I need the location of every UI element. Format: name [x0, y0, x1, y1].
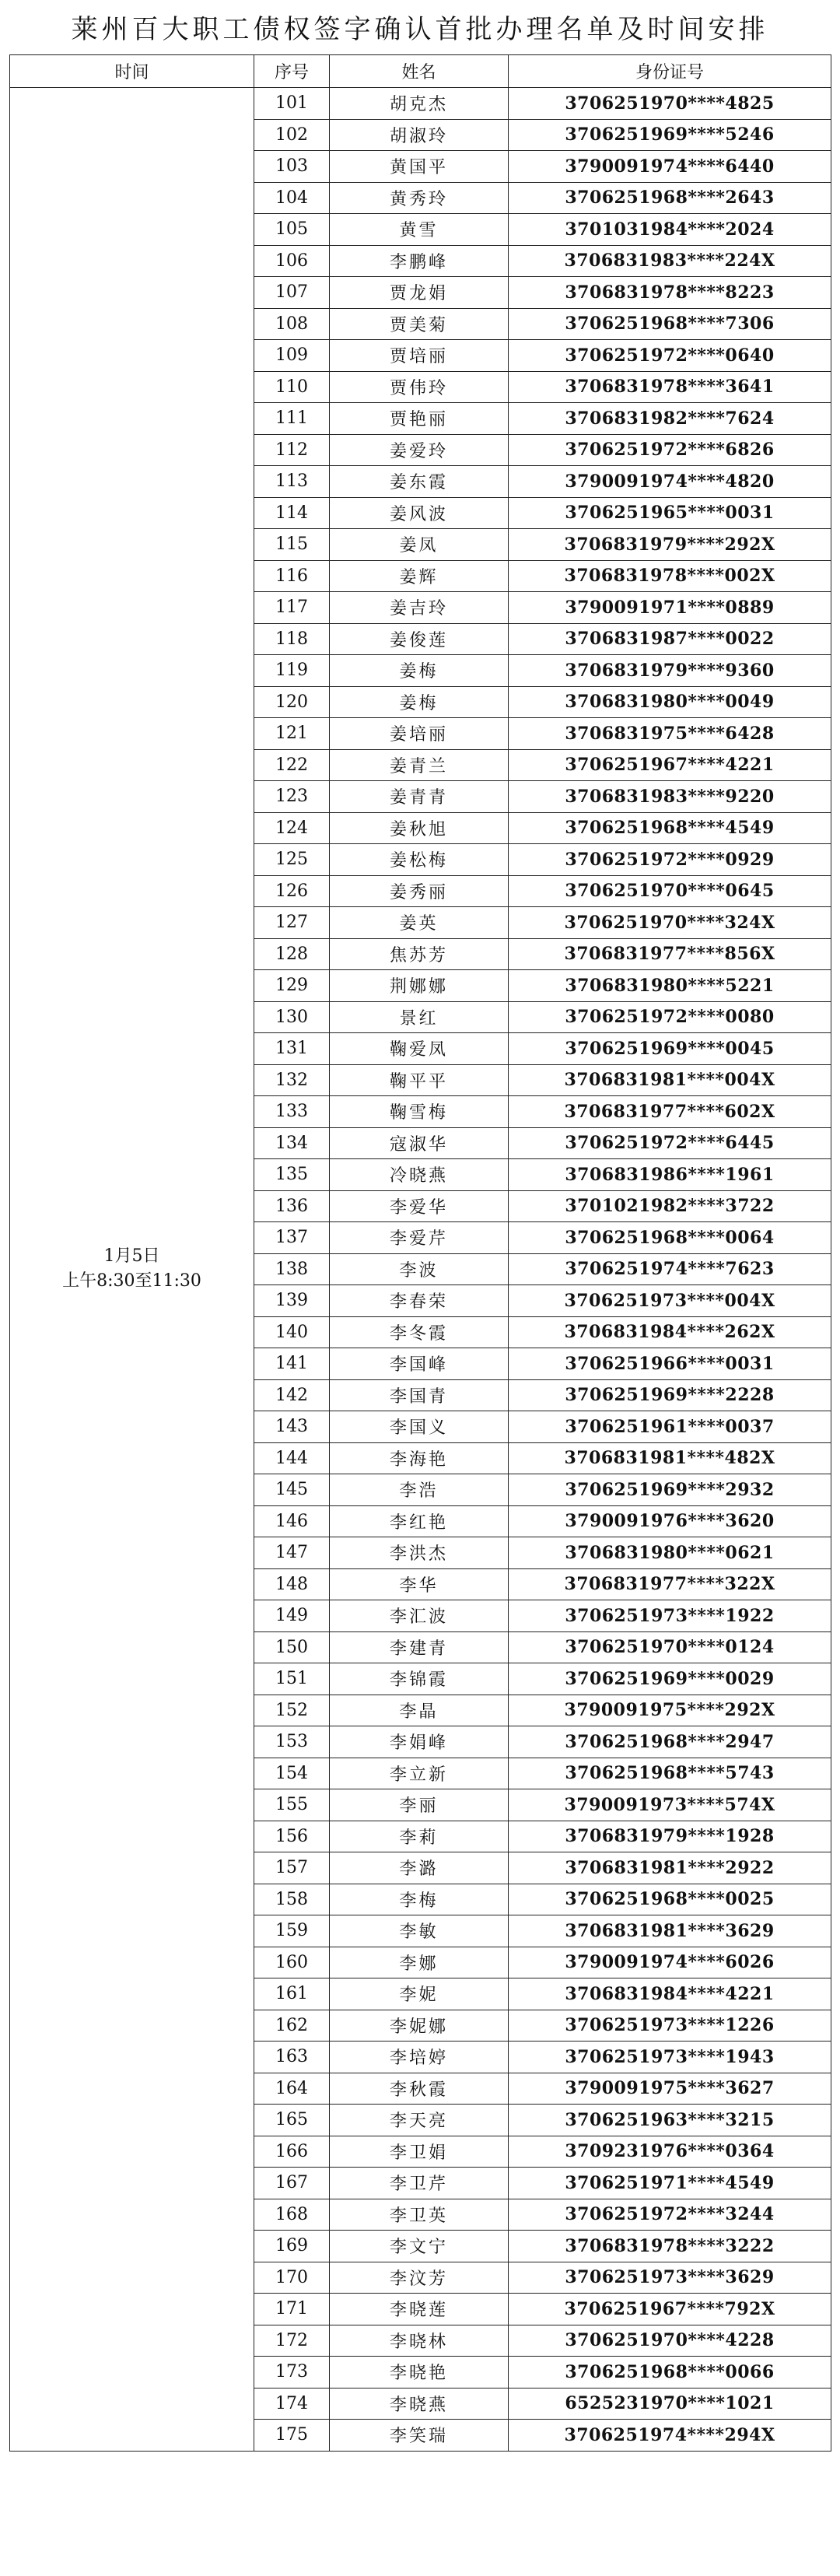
row-name: 李妮 [330, 1978, 509, 2010]
row-seq: 166 [254, 2136, 330, 2168]
row-id-number: 3706251973****1922 [509, 1600, 831, 1632]
row-name: 李汇波 [330, 1600, 509, 1632]
row-id-number: 3790091974****6026 [509, 1947, 831, 1978]
row-name: 黄秀玲 [330, 182, 509, 214]
row-id-number: 3706831979****1928 [509, 1821, 831, 1852]
row-seq: 168 [254, 2199, 330, 2231]
row-name: 李笑瑞 [330, 2420, 509, 2452]
time-slot-cell [10, 88, 254, 2452]
row-seq: 151 [254, 1663, 330, 1695]
row-name: 李锦霞 [330, 1663, 509, 1695]
row-seq: 130 [254, 1001, 330, 1033]
row-name: 黄雪 [330, 214, 509, 246]
row-seq: 173 [254, 2357, 330, 2388]
row-seq: 139 [254, 1285, 330, 1317]
row-seq: 160 [254, 1947, 330, 1978]
row-seq: 134 [254, 1127, 330, 1159]
row-seq: 143 [254, 1411, 330, 1443]
row-id-number: 3706831978****002X [509, 560, 831, 592]
row-id-number: 3706251968****0025 [509, 1884, 831, 1915]
row-id-number: 3706251968****0064 [509, 1222, 831, 1254]
row-seq: 161 [254, 1978, 330, 2010]
document-title: 莱州百大职工债权签字确认首批办理名单及时间安排 [71, 13, 769, 45]
row-id-number: 3706831982****7624 [509, 403, 831, 435]
row-seq: 170 [254, 2262, 330, 2294]
row-id-number: 6525231970****1021 [509, 2388, 831, 2420]
row-name: 李爱芹 [330, 1222, 509, 1254]
row-id-number: 3706251970****0645 [509, 875, 831, 907]
time-slot-date: 1月5日 [103, 1246, 160, 1267]
row-name: 李娜 [330, 1947, 509, 1978]
row-name: 姜爱玲 [330, 434, 509, 466]
row-name: 李春荣 [330, 1285, 509, 1317]
row-id-number: 3706251968****4549 [509, 812, 831, 844]
row-name: 李娟峰 [330, 1726, 509, 1758]
row-name: 李红艳 [330, 1505, 509, 1537]
row-id-number: 3706831979****292X [509, 529, 831, 561]
row-seq: 174 [254, 2388, 330, 2420]
row-name: 姜东霞 [330, 466, 509, 498]
row-name: 李洪杰 [330, 1537, 509, 1569]
row-seq: 172 [254, 2325, 330, 2357]
row-name: 姜凤 [330, 529, 509, 561]
row-seq: 113 [254, 466, 330, 498]
row-seq: 101 [254, 88, 330, 120]
header-id-number: 身份证号 [509, 55, 831, 88]
row-seq: 157 [254, 1852, 330, 1884]
row-seq: 155 [254, 1789, 330, 1821]
row-seq: 146 [254, 1505, 330, 1537]
row-name: 李国义 [330, 1411, 509, 1443]
row-seq: 108 [254, 308, 330, 340]
row-name: 李国峰 [330, 1348, 509, 1380]
row-name: 李国青 [330, 1379, 509, 1411]
row-name: 李浩 [330, 1474, 509, 1506]
row-id-number: 3709231976****0364 [509, 2136, 831, 2168]
row-name: 姜风波 [330, 497, 509, 529]
row-seq: 133 [254, 1096, 330, 1128]
row-id-number: 3706251970****324X [509, 907, 831, 939]
row-id-number: 3706251970****4825 [509, 88, 831, 120]
row-id-number: 3706831977****856X [509, 938, 831, 970]
table-body [10, 88, 831, 2452]
row-id-number: 3706251974****7623 [509, 1253, 831, 1285]
row-seq: 140 [254, 1316, 330, 1348]
row-seq: 164 [254, 2073, 330, 2105]
row-name: 李卫芹 [330, 2168, 509, 2199]
row-id-number: 3706831979****9360 [509, 655, 831, 687]
row-name: 李汶芳 [330, 2262, 509, 2294]
row-name: 焦苏芳 [330, 938, 509, 970]
row-id-number: 3706831981****2922 [509, 1852, 831, 1884]
row-name: 李敏 [330, 1915, 509, 1947]
row-name: 李冬霞 [330, 1316, 509, 1348]
row-seq: 137 [254, 1222, 330, 1254]
row-name: 姜青兰 [330, 749, 509, 781]
row-seq: 149 [254, 1600, 330, 1632]
row-id-number: 3706251973****004X [509, 1285, 831, 1317]
row-seq: 126 [254, 875, 330, 907]
row-id-number: 3706831977****322X [509, 1568, 831, 1600]
row-seq: 111 [254, 403, 330, 435]
row-id-number: 3790091973****574X [509, 1789, 831, 1821]
row-id-number: 3706831983****224X [509, 245, 831, 277]
row-id-number: 3790091975****292X [509, 1695, 831, 1726]
row-name: 李天亮 [330, 2105, 509, 2136]
row-seq: 159 [254, 1915, 330, 1947]
row-seq: 150 [254, 1631, 330, 1663]
row-name: 鞠爱凤 [330, 1033, 509, 1065]
row-name: 胡淑玲 [330, 119, 509, 151]
row-seq: 171 [254, 2294, 330, 2325]
row-id-number: 3706251970****0124 [509, 1631, 831, 1663]
row-id-number: 3790091976****3620 [509, 1505, 831, 1537]
row-seq: 145 [254, 1474, 330, 1506]
row-seq: 104 [254, 182, 330, 214]
row-name: 李爱华 [330, 1190, 509, 1222]
row-seq: 116 [254, 560, 330, 592]
row-name: 李梅 [330, 1884, 509, 1915]
row-seq: 131 [254, 1033, 330, 1065]
row-name: 姜梅 [330, 655, 509, 687]
row-name: 鞠雪梅 [330, 1096, 509, 1128]
row-name: 李立新 [330, 1758, 509, 1789]
row-id-number: 3701031984****2024 [509, 214, 831, 246]
row-id-number: 3706251974****294X [509, 2420, 831, 2452]
row-id-number: 3706251968****7306 [509, 308, 831, 340]
row-name: 李华 [330, 1568, 509, 1600]
row-name: 姜培丽 [330, 718, 509, 750]
row-seq: 136 [254, 1190, 330, 1222]
row-name: 贾美菊 [330, 308, 509, 340]
row-name: 姜松梅 [330, 844, 509, 876]
row-seq: 125 [254, 844, 330, 876]
row-name: 姜秋旭 [330, 812, 509, 844]
row-id-number: 3706831981****3629 [509, 1915, 831, 1947]
row-seq: 167 [254, 2168, 330, 2199]
row-seq: 109 [254, 340, 330, 372]
row-id-number: 3706251961****0037 [509, 1411, 831, 1443]
row-name: 姜吉玲 [330, 592, 509, 624]
row-id-number: 3706251966****0031 [509, 1348, 831, 1380]
row-id-number: 3706831980****0621 [509, 1537, 831, 1569]
row-id-number: 3706251972****0080 [509, 1001, 831, 1033]
row-name: 李晓莲 [330, 2294, 509, 2325]
row-id-number: 3706831981****004X [509, 1064, 831, 1096]
row-id-number: 3790091974****6440 [509, 151, 831, 183]
row-id-number: 3706831983****9220 [509, 781, 831, 813]
header-time: 时间 [10, 55, 254, 88]
row-name: 李鹏峰 [330, 245, 509, 277]
row-id-number: 3706251972****0929 [509, 844, 831, 876]
row-id-number: 3706251968****2947 [509, 1726, 831, 1758]
row-name: 贾艳丽 [330, 403, 509, 435]
row-id-number: 3706251969****0029 [509, 1663, 831, 1695]
row-seq: 158 [254, 1884, 330, 1915]
row-id-number: 3706251968****2643 [509, 182, 831, 214]
row-seq: 121 [254, 718, 330, 750]
row-seq: 152 [254, 1695, 330, 1726]
row-id-number: 3706251968****0066 [509, 2357, 831, 2388]
row-seq: 106 [254, 245, 330, 277]
row-name: 李海艳 [330, 1442, 509, 1474]
row-id-number: 3701021982****3722 [509, 1190, 831, 1222]
row-seq: 141 [254, 1348, 330, 1380]
row-seq: 117 [254, 592, 330, 624]
row-id-number: 3706251973****3629 [509, 2262, 831, 2294]
row-name: 李晓艳 [330, 2357, 509, 2388]
row-name: 姜俊莲 [330, 623, 509, 655]
row-id-number: 3706251971****4549 [509, 2168, 831, 2199]
row-seq: 175 [254, 2420, 330, 2452]
row-id-number: 3706251968****5743 [509, 1758, 831, 1789]
row-id-number: 3790091975****3627 [509, 2073, 831, 2105]
row-name: 贾培丽 [330, 340, 509, 372]
row-name: 李秋霞 [330, 2073, 509, 2105]
row-id-number: 3706251972****0640 [509, 340, 831, 372]
row-id-number: 3706831986****1961 [509, 1159, 831, 1191]
row-id-number: 3706251969****2228 [509, 1379, 831, 1411]
row-name: 李潞 [330, 1852, 509, 1884]
row-id-number: 3706251969****2932 [509, 1474, 831, 1506]
row-seq: 123 [254, 781, 330, 813]
header-name: 姓名 [330, 55, 509, 88]
time-slot-period: 上午8:30至11:30 [62, 1271, 201, 1292]
row-id-number: 3706251973****1943 [509, 2042, 831, 2073]
row-name: 姜辉 [330, 560, 509, 592]
row-id-number: 3706831975****6428 [509, 718, 831, 750]
row-name: 李晶 [330, 1695, 509, 1726]
row-name: 黄国平 [330, 151, 509, 183]
row-id-number: 3706831984****262X [509, 1316, 831, 1348]
row-name: 寇淑华 [330, 1127, 509, 1159]
row-seq: 148 [254, 1568, 330, 1600]
row-seq: 118 [254, 623, 330, 655]
row-id-number: 3706251969****0045 [509, 1033, 831, 1065]
header-seq: 序号 [254, 55, 330, 88]
row-name: 李卫娟 [330, 2136, 509, 2168]
row-seq: 128 [254, 938, 330, 970]
row-name: 李卫英 [330, 2199, 509, 2231]
row-seq: 153 [254, 1726, 330, 1758]
row-name: 李培婷 [330, 2042, 509, 2073]
row-id-number: 3706831980****5221 [509, 970, 831, 1002]
row-name: 荆娜娜 [330, 970, 509, 1002]
row-name: 李莉 [330, 1821, 509, 1852]
row-name: 姜英 [330, 907, 509, 939]
row-seq: 156 [254, 1821, 330, 1852]
row-name: 景红 [330, 1001, 509, 1033]
row-seq: 114 [254, 497, 330, 529]
row-id-number: 3706251965****0031 [509, 497, 831, 529]
row-id-number: 3706251969****5246 [509, 119, 831, 151]
row-id-number: 3790091974****4820 [509, 466, 831, 498]
row-id-number: 3706831984****4221 [509, 1978, 831, 2010]
row-seq: 147 [254, 1537, 330, 1569]
row-name: 姜秀丽 [330, 875, 509, 907]
row-id-number: 3706831981****482X [509, 1442, 831, 1474]
row-seq: 115 [254, 529, 330, 561]
row-id-number: 3706251963****3215 [509, 2105, 831, 2136]
row-seq: 120 [254, 686, 330, 718]
row-name: 李波 [330, 1253, 509, 1285]
row-name: 李晓燕 [330, 2388, 509, 2420]
row-id-number: 3706831977****602X [509, 1096, 831, 1128]
row-id-number: 3706831987****0022 [509, 623, 831, 655]
row-id-number: 3706251972****6445 [509, 1127, 831, 1159]
row-seq: 135 [254, 1159, 330, 1191]
row-id-number: 3790091971****0889 [509, 592, 831, 624]
row-seq: 132 [254, 1064, 330, 1096]
row-seq: 162 [254, 2010, 330, 2042]
row-seq: 138 [254, 1253, 330, 1285]
row-id-number: 3706251972****3244 [509, 2199, 831, 2231]
row-name: 李建青 [330, 1631, 509, 1663]
row-name: 李晓林 [330, 2325, 509, 2357]
roster-table [9, 54, 831, 2452]
row-id-number: 3706831980****0049 [509, 686, 831, 718]
row-id-number: 3706831978****3222 [509, 2231, 831, 2262]
row-name: 贾龙娟 [330, 277, 509, 309]
row-id-number: 3706831978****8223 [509, 277, 831, 309]
row-seq: 112 [254, 434, 330, 466]
table-header-row [10, 55, 831, 88]
row-name: 胡克杰 [330, 88, 509, 120]
row-name: 李丽 [330, 1789, 509, 1821]
row-name: 李妮娜 [330, 2010, 509, 2042]
row-seq: 142 [254, 1379, 330, 1411]
row-seq: 129 [254, 970, 330, 1002]
row-id-number: 3706251970****4228 [509, 2325, 831, 2357]
row-id-number: 3706251967****792X [509, 2294, 831, 2325]
row-seq: 102 [254, 119, 330, 151]
row-seq: 163 [254, 2042, 330, 2073]
row-seq: 124 [254, 812, 330, 844]
row-id-number: 3706251972****6826 [509, 434, 831, 466]
row-name: 鞠平平 [330, 1064, 509, 1096]
row-seq: 165 [254, 2105, 330, 2136]
row-seq: 107 [254, 277, 330, 309]
row-seq: 144 [254, 1442, 330, 1474]
row-seq: 110 [254, 371, 330, 403]
row-name: 冷晓燕 [330, 1159, 509, 1191]
row-seq: 154 [254, 1758, 330, 1789]
row-seq: 105 [254, 214, 330, 246]
row-id-number: 3706251967****4221 [509, 749, 831, 781]
table-row [10, 88, 831, 120]
row-seq: 169 [254, 2231, 330, 2262]
row-name: 姜梅 [330, 686, 509, 718]
row-name: 贾伟玲 [330, 371, 509, 403]
row-name: 姜青青 [330, 781, 509, 813]
row-name: 李文宁 [330, 2231, 509, 2262]
row-seq: 122 [254, 749, 330, 781]
row-seq: 103 [254, 151, 330, 183]
row-seq: 119 [254, 655, 330, 687]
row-id-number: 3706251973****1226 [509, 2010, 831, 2042]
row-seq: 127 [254, 907, 330, 939]
row-id-number: 3706831978****3641 [509, 371, 831, 403]
